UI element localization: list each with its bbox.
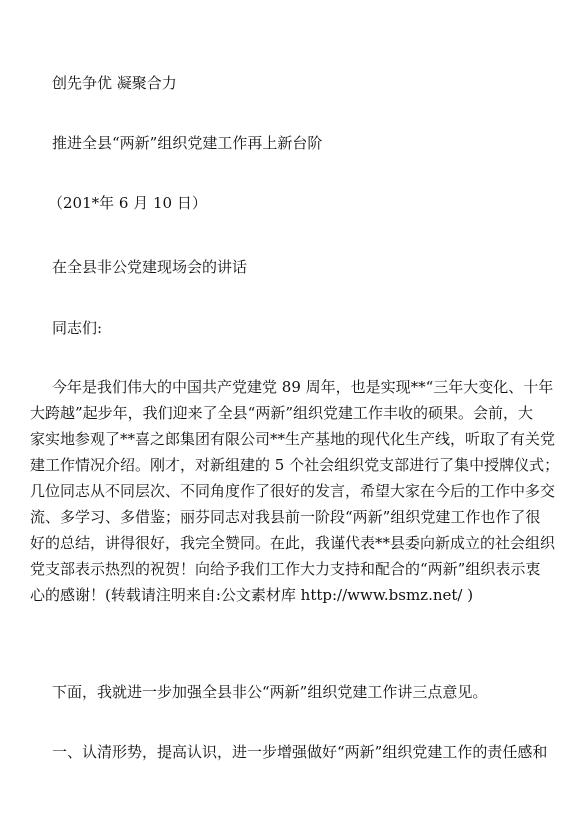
paragraph-line: 大跨越”起步年，我们迎来了全县“两新”组织党建工作丰收的硕果。会前，大 [30,404,534,422]
paragraph-line: 几位同志从不同层次、不同角度作了很好的发言，希望大家在今后的工作中多交 [30,482,556,500]
salutation: 同志们: [52,319,103,337]
paragraph-line: 今年是我们伟大的中国共产党建党 89 周年，也是实现**“三年大变化、十年 [52,378,554,396]
paragraph-line: 党支部表示热烈的祝贺！向给予我们工作大力支持和配合的“两新”组织表示衷 [30,560,541,578]
body-paragraph-2: 下面，我就进一步加强全县非公“两新”组织党建工作讲三点意见。 [52,683,488,701]
paragraph-line: 流、多学习、多借鉴；丽芬同志对我县前一阶段“两新”组织党建工作也作了很 [30,508,541,526]
speech-title: 在全县非公党建现场会的讲话 [52,258,248,276]
paragraph-line: 心的感谢！(转载请注明来自:公文素材库 http://www.bsmz.net/ ) [30,586,474,604]
body-paragraph-1 [30,374,560,608]
paragraph-line: 好的总结，讲得很好，我完全赞同。在此，我谨代表**县委向新成立的社会组织 [30,534,556,552]
paragraph-line: 建工作情况介绍。刚才，对新组建的 5 个社会组织党支部进行了集中授牌仪式； [30,456,560,474]
heading-title: 推进全县“两新”组织党建工作再上新台阶 [52,134,323,152]
speech-date: （201*年 6 月 10 日） [48,194,207,212]
paragraph-line: 家实地参观了**喜之郎集团有限公司**生产基地的现代化生产线，听取了有关党 [30,430,556,448]
heading-slogan: 创先争优 凝聚合力 [52,74,177,92]
section-heading-1: 一、认清形势，提高认识，进一步增强做好“两新”组织党建工作的责任感和 [52,743,548,761]
